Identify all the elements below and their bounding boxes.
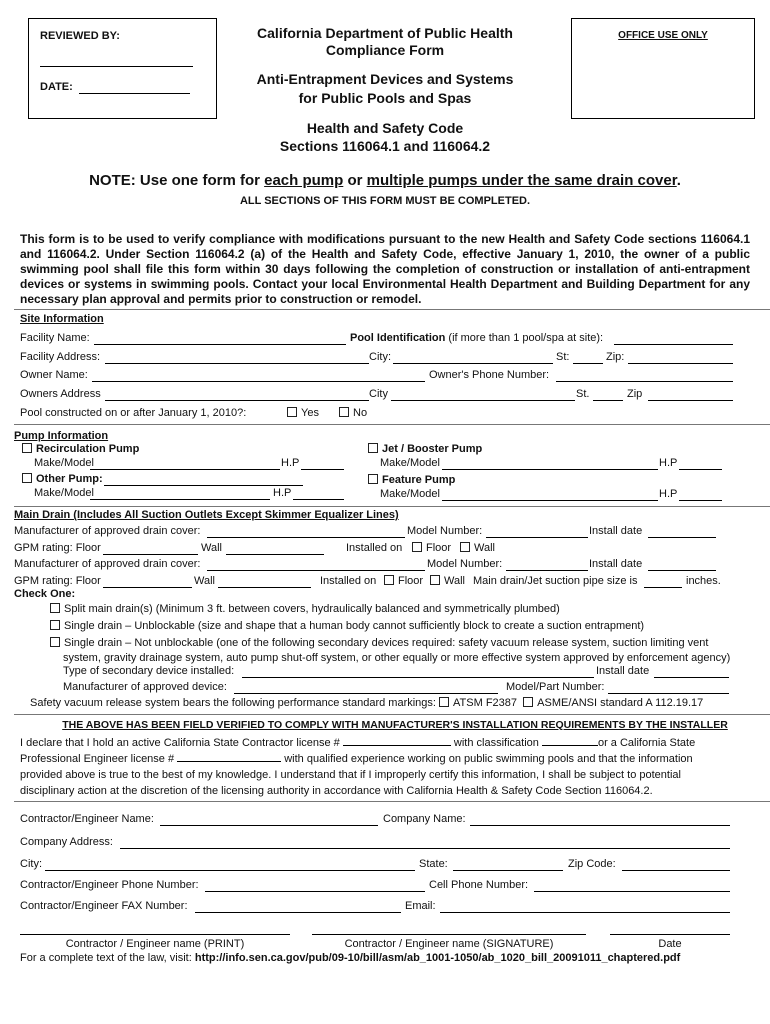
contractor-name-label: Contractor/Engineer Name: xyxy=(20,813,154,825)
gpm-wall-label-2: Wall xyxy=(194,575,215,587)
no-checkbox[interactable] xyxy=(339,407,349,417)
note-multiple: multiple pumps under the same drain cover xyxy=(366,172,677,189)
no-label: No xyxy=(353,407,368,419)
footer-law-link[interactable]: http://info.sen.ca.gov/pub/09-10/bill/asm/ab_1001-1050/ab_1020_bill_20091011_chaptered.pdf xyxy=(194,952,681,964)
facility-zip-field[interactable] xyxy=(628,363,733,364)
divider-pump xyxy=(14,424,770,425)
classification-field[interactable] xyxy=(542,735,598,746)
installed-floor-option[interactable] xyxy=(412,542,451,554)
company-address-field[interactable] xyxy=(120,848,730,849)
email-label: Email: xyxy=(405,900,436,912)
unblockable-checkbox[interactable] xyxy=(50,620,60,630)
check-one-label: Check One: xyxy=(14,588,76,600)
contractor-phone-label: Contractor/Engineer Phone Number: xyxy=(20,879,199,891)
cell-phone-field[interactable] xyxy=(534,891,730,892)
pool-id-field[interactable] xyxy=(614,344,733,345)
contractor-city-field[interactable] xyxy=(45,870,415,871)
owners-zip-label: Zip xyxy=(627,388,643,400)
asme-label: ASME/ANSI standard A 112.19.17 xyxy=(537,697,704,709)
gpm-wall-label: Wall xyxy=(201,542,222,554)
feature-hp-label: H.P xyxy=(659,488,678,500)
qualified-text: with qualified experience working on public swimming pools and that the information xyxy=(284,753,693,765)
jet-checkbox[interactable] xyxy=(368,443,378,453)
reviewed-by-label: REVIEWED BY: xyxy=(40,30,120,42)
inches-label: inches. xyxy=(686,575,721,587)
pool-id-bold: Pool Identification xyxy=(350,332,446,344)
owners-address-label: Owners Address xyxy=(20,388,101,400)
pool-id-rest: (if more than 1 pool/spa at site): xyxy=(448,332,604,344)
sign-date-field[interactable] xyxy=(610,934,730,935)
declaration-line-4: disciplinary action at the discretion of the licensing authority in accordance with California Health & Safety Code Section 116064.2. xyxy=(20,785,653,797)
constructed-yes-option[interactable] xyxy=(287,407,319,419)
office-use-label: OFFICE USE ONLY xyxy=(618,30,708,41)
model-part-field[interactable] xyxy=(608,693,729,694)
other-hp-label: H.P xyxy=(273,487,292,499)
owner-name-field[interactable] xyxy=(92,381,425,382)
drain-option-unblockable[interactable] xyxy=(50,620,644,632)
footer-text: For a complete text of the law, visit: xyxy=(20,952,192,964)
drain-install-field-2[interactable] xyxy=(648,570,716,571)
contractor-city-label: City: xyxy=(20,858,42,870)
recirc-pump-option[interactable] xyxy=(22,443,139,455)
owner-name-label: Owner Name: xyxy=(20,369,88,381)
owners-st-field[interactable] xyxy=(593,400,623,401)
drain-mfr-label-2: Manufacturer of approved drain cover: xyxy=(14,558,201,570)
recirc-checkbox[interactable] xyxy=(22,443,32,453)
reviewed-by-field[interactable] xyxy=(40,66,193,67)
company-name-label: Company Name: xyxy=(383,813,466,825)
divider-contractor xyxy=(14,801,770,802)
company-address-label: Company Address: xyxy=(20,836,113,848)
facility-zip-label: Zip: xyxy=(606,351,625,363)
declaration-line-2 xyxy=(20,751,760,768)
drain-option-split[interactable] xyxy=(50,603,560,615)
declaration-line-3: provided above is true to the best of my knowledge. I understand that if I improperly certify this information, I shall be subject to potential xyxy=(20,769,681,781)
gpm-floor-field-2[interactable] xyxy=(103,587,192,588)
floor-label: Floor xyxy=(426,542,452,554)
review-date-field[interactable] xyxy=(79,93,190,94)
pe-alt-label: or a California State xyxy=(597,737,696,749)
pump-heading: Pump Information xyxy=(14,430,109,442)
device-mfr-field[interactable] xyxy=(234,693,498,694)
feature-label: Feature Pump xyxy=(382,474,456,486)
owners-zip-field[interactable] xyxy=(648,400,733,401)
pipe-size-field[interactable] xyxy=(644,587,682,588)
yes-label: Yes xyxy=(301,407,319,419)
secondary-install-label: Install date xyxy=(596,665,650,677)
svrs-line xyxy=(30,697,703,709)
recirc-hp-label: H.P xyxy=(281,457,300,469)
print-name-caption: Contractor / Engineer name (PRINT) xyxy=(65,938,245,950)
contractor-fax-label: Contractor/Engineer FAX Number: xyxy=(20,900,188,912)
facility-st-label: St: xyxy=(556,351,570,363)
code-heading-1: Health and Safety Code xyxy=(306,120,464,136)
other-label: Other Pump: xyxy=(36,473,103,485)
gpm-floor-label: GPM rating: Floor xyxy=(14,542,101,554)
wall-label-2: Wall xyxy=(444,575,465,587)
unblockable-label: Single drain – Unblockable (size and shape that a human body cannot sufficiently block to create a suction entrapment) xyxy=(64,620,645,632)
gpm-floor-field[interactable] xyxy=(103,554,198,555)
cell-phone-label: Cell Phone Number: xyxy=(429,879,529,891)
date-caption: Date xyxy=(658,938,682,950)
pe-license-field[interactable] xyxy=(177,751,281,762)
form-subtitle-1: Anti-Entrapment Devices and Systems xyxy=(256,71,514,87)
intro-paragraph: This form is to be used to verify compliance with modifications pursuant to the new Health and Safety Code sections 116064.1 and 116064.2. Under Section 116064.2 (a) of the Health and Safety Code, effective January 1, 2010, the owner of a public swimming pool shall file this form within 30 days following the completion of construction or installation of anti-entrapment devices or systems in swimming pools. Contact your local Environmental Health Department and Building Department for any necessary plan approval and permits prior to construction or remodel. xyxy=(20,232,750,306)
code-heading-2: Sections 116064.1 and 116064.2 xyxy=(279,138,491,154)
drain-mfr-field[interactable] xyxy=(207,537,405,538)
astm-checkbox[interactable] xyxy=(439,697,449,707)
recirc-make-label: Make/Model xyxy=(34,457,94,469)
contractor-state-field[interactable] xyxy=(453,870,563,871)
owners-st-label: St. xyxy=(576,388,590,400)
form-subtitle-2: for Public Pools and Spas xyxy=(298,90,472,106)
feature-pump-option[interactable] xyxy=(368,474,455,486)
contractor-zip-label: Zip Code: xyxy=(568,858,616,870)
feature-make-label: Make/Model xyxy=(380,488,440,500)
footer-line xyxy=(20,952,680,964)
jet-pump-option[interactable] xyxy=(368,443,482,455)
installed-floor-option-2[interactable] xyxy=(384,575,423,587)
other-checkbox[interactable] xyxy=(22,473,32,483)
model-part-label: Model/Part Number: xyxy=(506,681,605,693)
floor-checkbox-2[interactable] xyxy=(384,575,394,585)
owner-phone-label: Owner's Phone Number: xyxy=(429,369,550,381)
gpm-wall-field-2[interactable] xyxy=(218,587,311,588)
owners-address-field[interactable] xyxy=(105,400,369,401)
floor-checkbox[interactable] xyxy=(412,542,422,552)
facility-address-label: Facility Address: xyxy=(20,351,101,363)
drain-model-label: Model Number: xyxy=(407,525,483,537)
not-unblockable-cont: system, gravity drainage system, auto pump shut-off system, or other equally or more effective system approved by enforcement agency) xyxy=(63,652,731,664)
facility-name-field[interactable] xyxy=(94,344,346,345)
all-sections-note: ALL SECTIONS OF THIS FORM MUST BE COMPLETED. xyxy=(239,195,531,207)
jet-hp-field[interactable] xyxy=(679,469,722,470)
note-end: . xyxy=(676,172,681,189)
other-pump-field[interactable] xyxy=(104,485,303,486)
owners-city-label: City xyxy=(369,388,388,400)
note-each-pump: each pump xyxy=(264,172,344,189)
owner-phone-field[interactable] xyxy=(556,381,733,382)
drain-mfr-field-2[interactable] xyxy=(207,570,425,571)
other-make-label: Make/Model xyxy=(34,487,94,499)
secondary-install-field[interactable] xyxy=(654,677,729,678)
email-field[interactable] xyxy=(440,912,730,913)
contractor-state-label: State: xyxy=(419,858,448,870)
contractor-fax-field[interactable] xyxy=(195,912,401,913)
jet-make-field[interactable] xyxy=(442,469,658,470)
other-make-field[interactable] xyxy=(90,499,270,500)
installed-on-label: Installed on xyxy=(346,542,403,554)
gpm-floor-label-2: GPM rating: Floor xyxy=(14,575,101,587)
pool-id-label xyxy=(350,332,603,344)
constructed-label: Pool constructed on or after January 1, 2010?: xyxy=(20,407,247,419)
feature-checkbox[interactable] xyxy=(368,474,378,484)
review-date-label: DATE: xyxy=(40,81,73,93)
split-label: Split main drain(s) (Minimum 3 ft. between covers, hydraulically balanced and symmetrically plumbed) xyxy=(64,603,560,615)
drain-install-label-2: Install date xyxy=(589,558,643,570)
drain-model-field[interactable] xyxy=(486,537,588,538)
pipe-size-label: Main drain/Jet suction pipe size is xyxy=(473,575,638,587)
drain-heading: Main Drain (Includes All Suction Outlets Except Skimmer Equalizer Lines) xyxy=(14,509,399,521)
recirc-label: Recirculation Pump xyxy=(36,443,140,455)
form-title-2: Compliance Form xyxy=(325,42,445,58)
note-or: or xyxy=(343,172,367,189)
contractor-name-field[interactable] xyxy=(160,825,378,826)
classification-label: with classification xyxy=(453,737,539,749)
contractor-phone-field[interactable] xyxy=(205,891,425,892)
contractor-zip-field[interactable] xyxy=(622,870,730,871)
verify-heading: THE ABOVE HAS BEEN FIELD VERIFIED TO COMPLY WITH MANUFACTURER'S INSTALLATION REQUIREMENTS BY THE INSTALLER xyxy=(62,719,728,731)
feature-hp-field[interactable] xyxy=(679,500,722,501)
signature-caption: Contractor / Engineer name (SIGNATURE) xyxy=(344,938,554,950)
divider-verify xyxy=(14,714,770,715)
jet-make-label: Make/Model xyxy=(380,457,440,469)
yes-checkbox[interactable] xyxy=(287,407,297,417)
license-field[interactable] xyxy=(343,735,451,746)
facility-st-field[interactable] xyxy=(573,363,603,364)
other-pump-option[interactable] xyxy=(22,473,103,485)
split-checkbox[interactable] xyxy=(50,603,60,613)
drain-model-field-2[interactable] xyxy=(506,570,588,571)
form-title-1: California Department of Public Health xyxy=(257,25,513,41)
floor-label-2: Floor xyxy=(398,575,424,587)
facility-city-field[interactable] xyxy=(393,363,553,364)
astm-label: ATSM F2387 xyxy=(453,697,518,709)
secondary-device-field[interactable] xyxy=(242,677,594,678)
svrs-label: Safety vacuum release system bears the following performance standard markings: xyxy=(30,697,436,709)
license-label: I declare that I hold an active California State Contractor license # xyxy=(20,737,340,749)
drain-option-not-unblockable[interactable] xyxy=(50,637,708,649)
divider-drain xyxy=(14,506,770,507)
gpm-wall-field[interactable] xyxy=(226,554,324,555)
not-unblockable-label: Single drain – Not unblockable (one of the following secondary devices required: safety vacuum release system, suction limiting vent xyxy=(64,637,709,649)
wall-checkbox-2[interactable] xyxy=(430,575,440,585)
wall-label: Wall xyxy=(474,542,495,554)
pe-license-label: Professional Engineer license # xyxy=(20,753,175,765)
note-line xyxy=(0,172,770,189)
wall-checkbox[interactable] xyxy=(460,542,470,552)
device-mfr-label: Manufacturer of approved device: xyxy=(63,681,227,693)
facility-address-field[interactable] xyxy=(105,363,369,364)
jet-label: Jet / Booster Pump xyxy=(382,443,483,455)
divider-site xyxy=(14,309,770,310)
feature-make-field[interactable] xyxy=(442,500,658,501)
installed-wall-option-2[interactable] xyxy=(430,575,465,587)
facility-name-label: Facility Name: xyxy=(20,332,90,344)
drain-install-label: Install date xyxy=(589,525,643,537)
recirc-make-field[interactable] xyxy=(90,469,280,470)
jet-hp-label: H.P xyxy=(659,457,678,469)
declaration-line-1 xyxy=(20,735,760,752)
drain-mfr-label: Manufacturer of approved drain cover: xyxy=(14,525,201,537)
other-hp-field[interactable] xyxy=(293,499,344,500)
drain-model-label-2: Model Number: xyxy=(427,558,503,570)
facility-city-label: City: xyxy=(369,351,391,363)
site-heading: Site Information xyxy=(20,313,104,325)
note-prefix: NOTE: Use one form for xyxy=(89,172,265,189)
asme-checkbox[interactable] xyxy=(523,697,533,707)
company-name-field[interactable] xyxy=(470,825,730,826)
signature-field[interactable] xyxy=(312,934,586,935)
installed-on-label-2: Installed on xyxy=(320,575,377,587)
recirc-hp-field[interactable] xyxy=(301,469,344,470)
drain-install-field[interactable] xyxy=(648,537,716,538)
not-unblockable-checkbox[interactable] xyxy=(50,637,60,647)
owners-city-field[interactable] xyxy=(391,400,575,401)
print-name-field[interactable] xyxy=(20,934,290,935)
constructed-no-option[interactable] xyxy=(339,407,367,419)
installed-wall-option[interactable] xyxy=(460,542,495,554)
secondary-device-label: Type of secondary device installed: xyxy=(63,665,235,677)
